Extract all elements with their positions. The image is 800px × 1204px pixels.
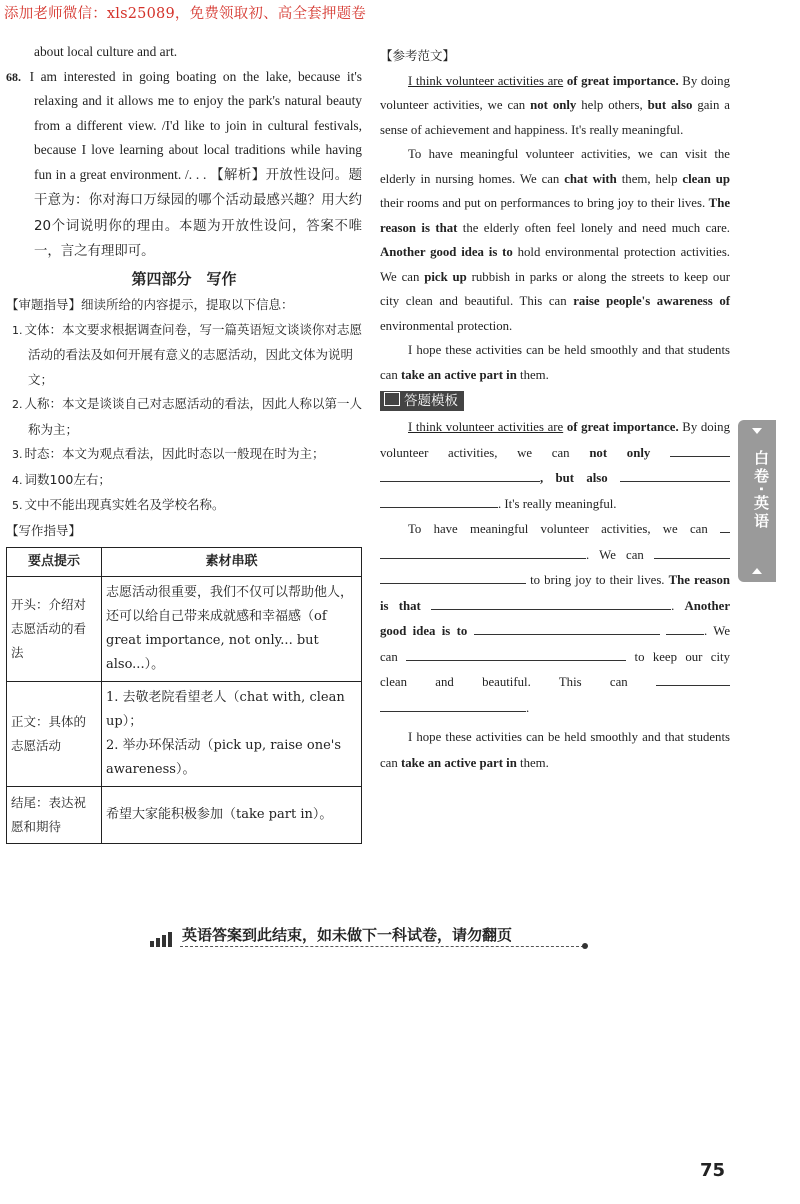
phrase: take an active part in: [400, 367, 517, 382]
list-item: [6, 468, 362, 494]
phrase: raise people's awareness of: [573, 294, 730, 308]
table-cell-point: 结尾：表达祝愿和期待: [7, 787, 102, 844]
bars-icon: [150, 929, 174, 947]
text: to bring joy to their lives.: [530, 573, 665, 587]
triangle-down-icon: [752, 428, 762, 434]
answer-blank[interactable]: [620, 467, 730, 482]
review-label: 【审题指导】: [6, 297, 82, 312]
phrase: not only: [530, 98, 577, 112]
end-of-answers-note: [150, 924, 590, 947]
table-header-row: [7, 548, 362, 577]
q68-analysis-label: 【解析】: [210, 167, 266, 183]
text: environmental protection.: [380, 318, 513, 333]
template-paragraph-3: [380, 725, 730, 776]
book-icon: [384, 392, 400, 406]
dot-icon: [582, 943, 588, 949]
table-header: 要点提示: [7, 548, 102, 577]
table-cell-material: 1. 去敬老院看望老人（chat with, clean up）； 2. 举办环保活动（pick up, raise one's awareness）。: [102, 682, 362, 787]
answer-blank[interactable]: [431, 595, 671, 610]
text: their rooms and put on performances to bring joy to their lives.: [380, 196, 706, 210]
writing-guide-table: [6, 547, 362, 844]
answer-blank[interactable]: [380, 493, 498, 508]
q68-analysis: 开放性设问。题干意为：你对海口万绿园的哪个活动最感兴趣？用大约20个词说明你的理由。本题为开放性设问，答案不唯一，言之有理即可。: [34, 167, 363, 259]
template-header: [380, 391, 464, 411]
list-item: [6, 318, 362, 393]
text: them, help: [621, 171, 678, 186]
answer-blank[interactable]: [474, 620, 660, 635]
side-tab: [738, 420, 776, 582]
part4-title: 第四部分 写作: [131, 269, 237, 288]
phrase: of great importance.: [566, 420, 679, 434]
text: . We can: [586, 547, 644, 562]
text: rubbish in parks or along the streets to keep our city clean and beautiful. This can: [380, 269, 730, 308]
dashed-divider: [180, 946, 584, 947]
item-text: 词数100左右；: [24, 471, 111, 487]
text: To have meaningful volunteer activities, we can visit the elderly in nursing homes. We can: [380, 147, 730, 186]
watermark: 添加老师微信：xls25089，免费领取初、高全套押题卷: [4, 6, 366, 22]
answer-blank[interactable]: [380, 467, 540, 482]
review-intro: 细读所给的内容提示，提取以下信息：: [81, 297, 294, 312]
left-column: [6, 40, 362, 844]
right-column: [380, 44, 730, 776]
item-text: 文中不能出现真实姓名及学校名称。: [24, 497, 225, 512]
sample-paragraph-1: [380, 69, 730, 143]
writing-guide-label: 【写作指导】: [6, 522, 82, 538]
item-text: 文体：本文要求根据调查问卷，写一篇英语短文谈谈你对志愿活动的看法及如何开展有意义的志愿活动，因此文体为说明文；: [24, 321, 363, 387]
table-header: 素材串联: [102, 548, 362, 577]
text: To have meaningful volunteer activities, we can: [408, 522, 708, 536]
text: gain a sense of achievement and happiness. It's really meaningful.: [380, 98, 730, 137]
text: I hope these activities can be held smoothly and that students can: [380, 343, 730, 382]
template-label: 答题模板: [404, 393, 458, 409]
template-opening: I think volunteer activities are: [408, 420, 564, 434]
text: . It's really meaningful.: [498, 496, 617, 511]
item-text: 时态：本文为观点看法，因此时态以一般现在时为主；: [24, 446, 325, 461]
phrase: Another good idea is to: [380, 598, 730, 638]
table-cell-point: 正文：具体的志愿活动: [7, 682, 102, 787]
list-item: [6, 392, 362, 442]
answer-blank[interactable]: [656, 671, 730, 686]
list-item: [6, 493, 362, 519]
q68-answer-text: I am interested in going boating on the lake, because it's relaxing and it allows me to enjoy the park's natural beauty from a different view. /I'd like to join in cultural festivals, because I love learning about local traditions while having fun in a great environment. /. . .: [29, 68, 362, 182]
answer-blank[interactable]: [720, 518, 730, 533]
answer-blank[interactable]: [406, 646, 626, 661]
answer-blank[interactable]: [380, 544, 586, 559]
text: By doing volunteer activities, we can: [380, 73, 730, 112]
item-number: 3.: [12, 448, 23, 461]
phrase: chat with: [564, 171, 617, 186]
review-guide: [6, 293, 362, 318]
answer-blank[interactable]: [666, 620, 704, 635]
text: help others,: [581, 98, 643, 112]
side-tab-label: 白卷·英语: [752, 450, 770, 531]
table-row: [7, 577, 362, 682]
phrase: , but also: [540, 471, 608, 485]
phrase: of great importance.: [566, 73, 679, 88]
text: the elderly often feel lonely and need much care.: [462, 220, 731, 235]
phrase: pick up: [424, 269, 467, 284]
review-list: [6, 318, 362, 519]
item-number: 4.: [12, 473, 23, 487]
phrase: Another good idea is to: [380, 245, 513, 259]
page-number: 75: [700, 1160, 726, 1181]
q68-answer: [6, 65, 362, 265]
table-row: [7, 682, 362, 787]
q68-number: 68.: [6, 69, 21, 84]
table-cell-material: 志愿活动很重要，我们不仅可以帮助他人，还可以给自己带来成就感和幸福感（of great importance, not only... but also...）。: [102, 577, 362, 682]
item-text: 人称：本文是谈谈自己对志愿活动的看法，因此人称以第一人称为主；: [24, 396, 363, 437]
answer-blank[interactable]: [380, 697, 526, 712]
phrase: not only: [589, 445, 651, 460]
text: By doing volunteer activities, we can: [380, 420, 730, 460]
text: them.: [520, 755, 549, 770]
text: to keep our city clean and beautiful. This can: [380, 649, 730, 689]
template-paragraph-2: To have meaningful volunteer activities, we can . We can to bring joy to their lives. The reason is that . Another good idea is to . We can to keep our city clean and beautiful. This can .: [380, 517, 730, 721]
phrase: The reason is that: [380, 196, 731, 235]
text: I hope these activities can be held smoothly and that students can: [380, 730, 730, 770]
sample-essay-label: 【参考范文】: [380, 48, 456, 63]
sample-paragraph-3: [380, 338, 730, 387]
triangle-up-icon: [752, 568, 762, 574]
sample-paragraph-2: [380, 142, 730, 338]
q67-answer-end: about local culture and art.: [34, 44, 178, 59]
phrase: but also: [647, 98, 693, 112]
answer-blank[interactable]: [654, 544, 730, 559]
answer-blank[interactable]: [380, 569, 526, 584]
item-number: 5.: [12, 499, 23, 512]
sample-opening: I think volunteer activities are: [408, 73, 564, 88]
template-paragraph-1: [380, 415, 730, 517]
text: them.: [520, 367, 549, 382]
phrase: take an active part in: [400, 755, 517, 770]
item-number: 2.: [12, 398, 23, 411]
phrase: clean up: [682, 171, 730, 186]
table-row: [7, 787, 362, 844]
text: hold environmental protection activities. We can: [380, 245, 730, 284]
table-cell-material: 希望大家能积极参加（take part in）。: [102, 787, 362, 844]
end-note-text: 英语答案到此结束，如未做下一科试卷，请勿翻页: [182, 926, 513, 944]
phrase: The reason is that: [380, 573, 731, 613]
item-number: 1.: [12, 323, 23, 337]
list-item: [6, 442, 362, 468]
answer-blank[interactable]: [670, 442, 730, 457]
table-cell-point: 开头：介绍对志愿活动的看法: [7, 577, 102, 682]
text: . We can: [380, 624, 731, 664]
